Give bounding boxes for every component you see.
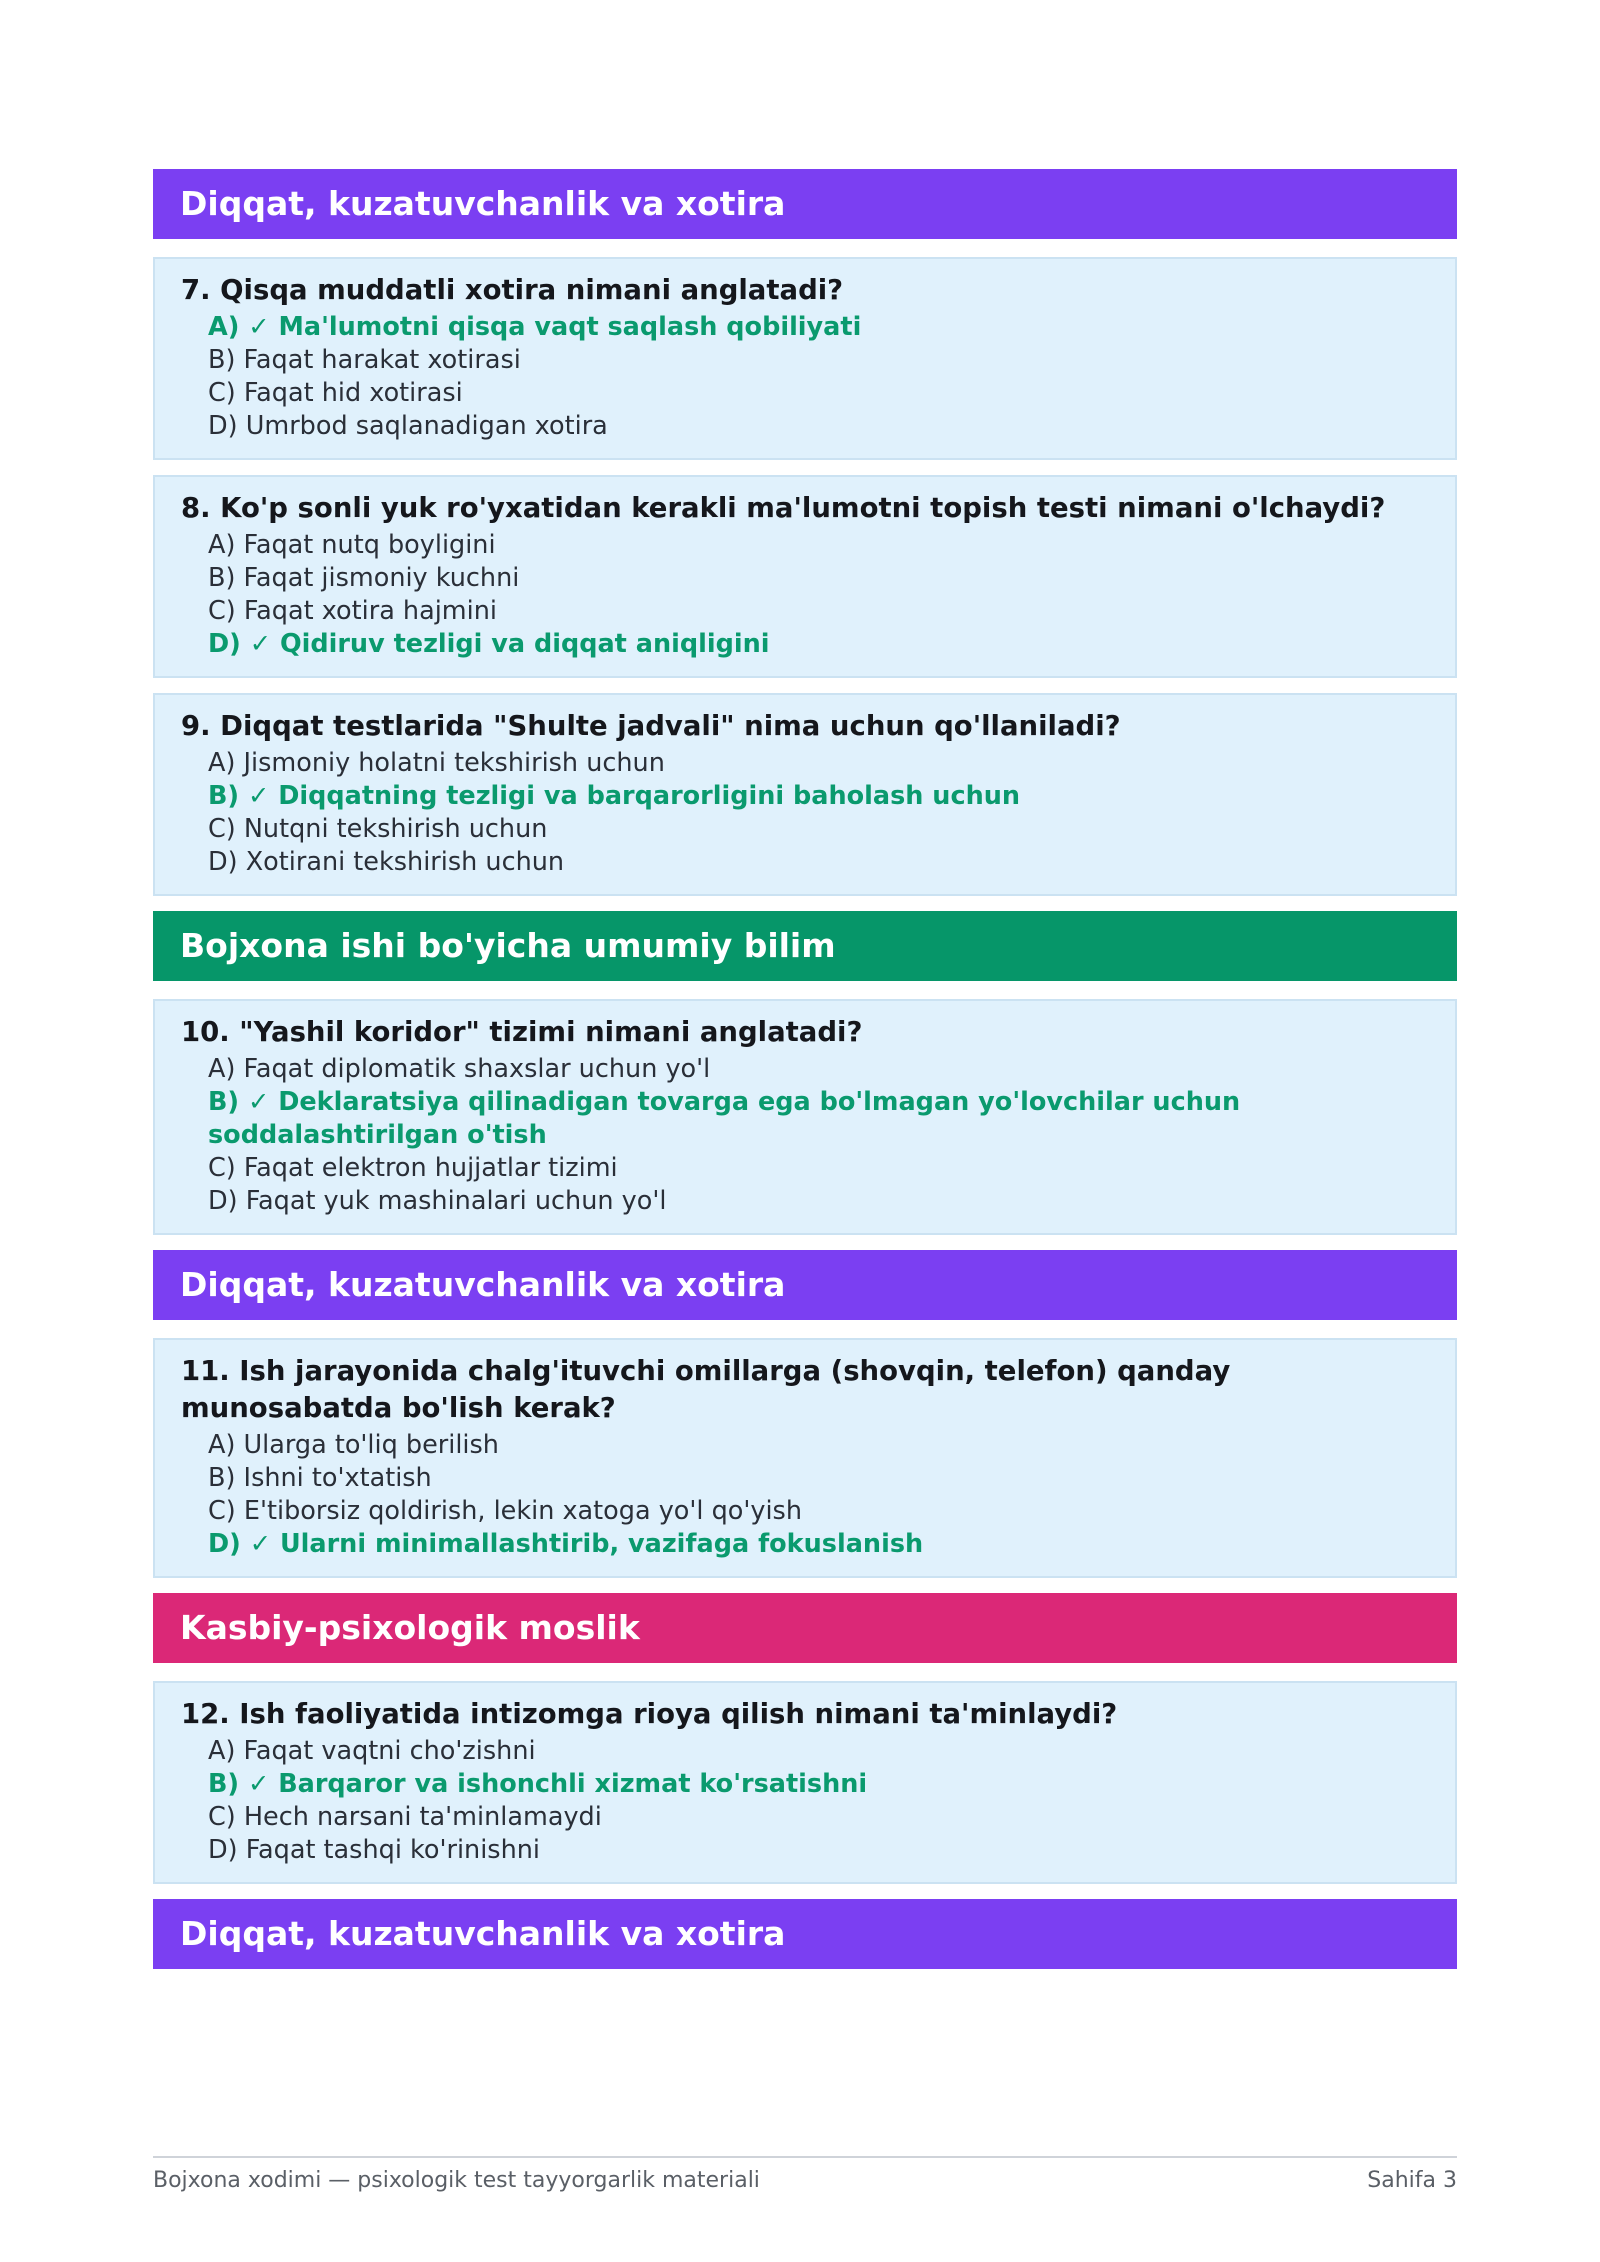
answer-option: D) Xotirani tekshirish uchun — [208, 847, 565, 877]
footer-divider — [153, 2156, 1457, 2158]
question-card — [153, 1681, 1457, 1884]
answer-option: B) Faqat jismoniy kuchni — [208, 563, 520, 593]
answer-option-correct: B) ✓ Barqaror va ishonchli xizmat ko'rsatishni — [208, 1769, 868, 1799]
question-card — [153, 693, 1457, 896]
page-content — [153, 169, 1457, 1987]
answer-option: A) Faqat nutq boyligini — [208, 530, 496, 560]
question-text: 8. Ko'p sonli yuk ro'yxatidan kerakli ma'lumotni topish testi nimani o'lchaydi? — [181, 492, 1386, 524]
answer-option: B) Faqat harakat xotirasi — [208, 345, 521, 375]
footer-title: Bojxona xodimi — psixologik test tayyorgarlik materiali — [153, 2168, 760, 2193]
answer-option: A) Faqat vaqtni cho'zishni — [208, 1736, 536, 1766]
answer-option-correct: D) ✓ Qidiruv tezligi va diqqat aniqligini — [208, 629, 770, 659]
question-card — [153, 475, 1457, 678]
answer-option: C) Faqat xotira hajmini — [208, 596, 497, 626]
answer-option: C) E'tiborsiz qoldirish, lekin xatoga yo'l qo'yish — [208, 1496, 803, 1526]
answer-option-correct: A) ✓ Ma'lumotni qisqa vaqt saqlash qobiliyati — [208, 312, 862, 342]
question-text: 10. "Yashil koridor" tizimi nimani anglatadi? — [181, 1016, 863, 1048]
answer-option: C) Hech narsani ta'minlamaydi — [208, 1802, 602, 1832]
question-text: 7. Qisqa muddatli xotira nimani anglatadi? — [181, 274, 844, 306]
section-header: Kasbiy-psixologik moslik — [153, 1593, 1457, 1663]
section-header: Diqqat, kuzatuvchanlik va xotira — [153, 1250, 1457, 1320]
answer-option: C) Nutqni tekshirish uchun — [208, 814, 548, 844]
answer-option: D) Faqat tashqi ko'rinishni — [208, 1835, 540, 1865]
question-text: 9. Diqqat testlarida "Shulte jadvali" nima uchun qo'llaniladi? — [181, 710, 1121, 742]
section-header: Bojxona ishi bo'yicha umumiy bilim — [153, 911, 1457, 981]
answer-option: C) Faqat hid xotirasi — [208, 378, 463, 408]
answer-option: B) Ishni to'xtatish — [208, 1463, 432, 1493]
question-card — [153, 999, 1457, 1235]
section-header: Diqqat, kuzatuvchanlik va xotira — [153, 169, 1457, 239]
question-card — [153, 1338, 1457, 1578]
answer-option-correct: B) ✓ Diqqatning tezligi va barqarorligini baholash uchun — [208, 781, 1021, 811]
answer-option: D) Umrbod saqlanadigan xotira — [208, 411, 608, 441]
answer-option: A) Jismoniy holatni tekshirish uchun — [208, 748, 665, 778]
answer-option: A) Ularga to'liq berilish — [208, 1430, 499, 1460]
answer-option-correct: D) ✓ Ularni minimallashtirib, vazifaga fokuslanish — [208, 1529, 924, 1559]
question-text: 11. Ish jarayonida chalg'ituvchi omillarga (shovqin, telefon) qanday munosabatda bo'lish kerak? — [181, 1355, 1231, 1424]
answer-option: A) Faqat diplomatik shaxslar uchun yo'l — [208, 1054, 711, 1084]
section-header: Diqqat, kuzatuvchanlik va xotira — [153, 1899, 1457, 1969]
answer-option-correct: B) ✓ Deklaratsiya qilinadigan tovarga ega bo'lmagan yo'lovchilar uchun soddalashtirilgan o'tish — [208, 1087, 1241, 1150]
question-card — [153, 257, 1457, 460]
question-text: 12. Ish faoliyatida intizomga rioya qilish nimani ta'minlaydi? — [181, 1698, 1118, 1730]
answer-option: D) Faqat yuk mashinalari uchun yo'l — [208, 1186, 667, 1216]
page-number: Sahifa 3 — [1367, 2168, 1457, 2193]
answer-option: C) Faqat elektron hujjatlar tizimi — [208, 1153, 618, 1183]
